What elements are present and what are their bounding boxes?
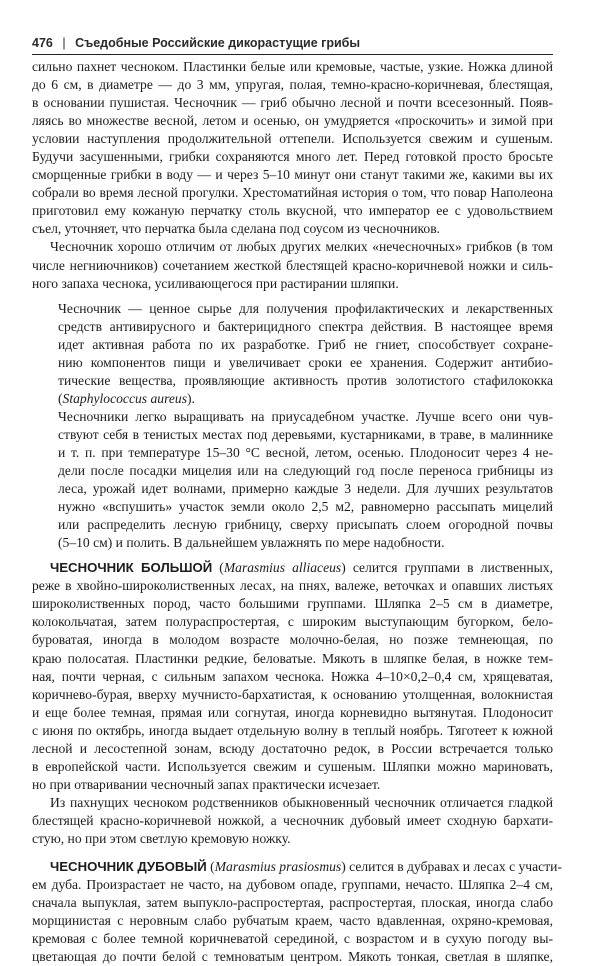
note-line: и т. п. при температуре 15–30 °С весной, летом, осенью. Плодоносит через 4 не- <box>58 444 553 460</box>
text-line: собрали во время лесной прогулки. Хрестоматийная история о том, что повар Наполеона <box>32 185 553 201</box>
text-line: буроватая, иногда в молодом возрасте молочно-белая, но позже темнеющая, по <box>32 632 553 648</box>
latin-name: Marasmius alliaceus <box>223 560 342 576</box>
paragraph-gap <box>32 293 553 300</box>
note-line: (Staphylococcus aureus). <box>58 390 195 406</box>
latin-name: Marasmius prasiosmus <box>214 859 342 875</box>
page-number: 476 <box>32 36 53 50</box>
text-line: Из пахнущих чесноком родственников обыкновенный чесночник отличается гладкой <box>50 794 553 810</box>
text-line: ного запаха чеснока, усиливающегося при растирании шляпки. <box>32 275 399 291</box>
note-line: тические вещества, проявляющие активность против золотистого стафилококка <box>58 372 553 388</box>
body-text <box>32 58 562 966</box>
section-heading-line: ЧЕСНОЧНИК ДУБОВЫЙ (Marasmius prasiosmus) селится в дубравах и лесах с участи- <box>50 859 562 875</box>
text-line: сморщенные грибки в воду — и через 5–10 минут они станут такими же, какими вы их <box>32 167 553 183</box>
text-line: ляясь во множестве весной, летом и осенью, он умудряется «проскочить» и зимой при <box>32 113 553 129</box>
text-line: коричнево-бурая, вверху мучнисто-бархатистая, к основанию утолщенная, волокнистая <box>32 686 553 702</box>
latin-name: Staphylococcus aureus <box>62 390 187 406</box>
note-line: ствуют себя в тенистых местах под деревьями, кустарниками, в траве, в малиннике <box>58 426 553 442</box>
paragraph-gap <box>32 552 553 559</box>
note-line: Чесночники легко выращивать на приусадебном участке. Лучше всего они чув- <box>58 408 553 424</box>
text-line: краю полосатая. Пластинки редкие, беловатые. Мякоть в шляпке белая, в ножке тем- <box>32 650 553 666</box>
running-header <box>32 36 552 50</box>
text-line: ем дуба. Произрастает не часто, на дубовом опаде, группами, нечасто. Шляпка 2–4 см, <box>32 877 553 893</box>
text-line: и еще более темная, прямая или согнутая, иногда корневидно вытянутая. Плодоносит <box>32 704 553 720</box>
note-line: леса, урожай идет волнами, примерно каждые 3 недели. Для лучших результатов <box>58 481 553 497</box>
text-line: кремовая с более темной коричневатой серединой, с возрастом и в сухую погоду вы- <box>32 931 553 947</box>
text-line: приготовил ему кожаную перчатку столь вкусной, что император ее с удовольствием <box>32 203 553 219</box>
text-line: с июня по октябрь, иногда выдает отдельную волну в теплый ноябрь. Тяготеет к южной <box>32 722 553 738</box>
text-line: сначала выпуклая, затем выпукло-распростертая, распростертая, плоская, иногда слабо <box>32 895 553 911</box>
text-line: условии наступления продолжительной оттепели. Используется свежим и сушеным. <box>32 131 553 147</box>
text-line: числе негниючников) сочетанием жесткой блестящей красно-коричневой ножки и силь- <box>32 257 553 273</box>
text-line: стую, но при этом светлую кремовую ножку. <box>32 830 291 846</box>
text-line: морщинистая с неровным слабо рубчатым краем, часто вдавленная, охряно-кремовая, <box>32 913 553 929</box>
note-line: (5–10 см) и полить. В дальнейшем увлажнять по мере надобности. <box>58 535 445 551</box>
text-line: широколиственных пород, часто большими группами. Шляпка 2–5 см в диаметре, <box>32 596 553 612</box>
text-line: в европейской части. Используется свежим и сушеным. Шляпки можно мариновать, <box>32 758 553 774</box>
note-line: идет активная работа по их разработке. Гриб не гниет, способствует сохране- <box>58 336 553 352</box>
text-line: Будучи засушенными, грибки сохраняются много лет. Перед готовкой просто бросьте <box>32 149 553 165</box>
text-line: цветающая до почти белой с темноватым центром. Мякоть тонкая, светлая в шляпке, <box>32 949 553 965</box>
text-line: ная, почти черная, с сильным запахом чеснока. Ножка 4–10×0,2–0,4 см, хрящеватая, <box>32 668 553 684</box>
text-line: до 6 см, в диаметре — до 3 мм, упругая, полая, темно-красно-коричневая, блестящая, <box>32 77 553 93</box>
text-line: реже в хвойно-широколиственных лесах, на пнях, валеже, веточках и опавших листьях <box>32 578 553 594</box>
section-heading-line: ЧЕСНОЧНИК БОЛЬШОЙ (Marasmius alliaceus) селится группами в лиственных, <box>50 560 553 576</box>
text-line: в основании пушистая. Чесночник — гриб обычно лесной и почти всесезонный. Появ- <box>32 95 553 111</box>
species-heading: ЧЕСНОЧНИК ДУБОВЫЙ <box>50 859 207 875</box>
paragraph-gap <box>32 848 553 858</box>
text-line: блестящей красно-коричневой ножкой, а чесночник дубовый имеет сходную бархати- <box>32 812 553 828</box>
species-heading: ЧЕСНОЧНИК БОЛЬШОЙ <box>50 560 213 576</box>
text-line: Чесночник хорошо отличим от любых других мелких «нечесночных» грибков (в том <box>50 239 553 255</box>
text-line: лесной и лесостепной зонам, всюду достаточно редок, в России встречается только <box>32 740 553 756</box>
text-line: сильно пахнет чесноком. Пластинки белые или кремовые, частые, узкие. Ножка длиной <box>32 59 553 74</box>
text-line: съел, уточняет, что перчатка была сделана под соусом из чесночников. <box>32 221 441 237</box>
note-line: нию компонентов пищи и увеличивает сроки ее хранения. Содержит антибио- <box>58 354 553 370</box>
note-line: нужно «вспушить» участок земли около 2,5 м2, равномерно рассыпать мицелий <box>58 499 553 515</box>
text-line: колокольчатая, затем полураспростертая, с широким выступающим бугорком, бело- <box>32 614 553 630</box>
note-line: средств антивирусного и бактерицидного спектра действия. В настоящее время <box>58 318 553 334</box>
book-title: Съедобные Российские дикорастущие грибы <box>75 36 361 50</box>
header-separator: | <box>62 36 66 50</box>
note-line: дели после посадки мицелия или на следующий год после переноса грибницы из <box>58 463 553 479</box>
header-rule <box>32 54 553 55</box>
note-line: Чесночник — ценное сырье для получения профилактических и лекарственных <box>58 300 553 316</box>
note-line: или распределить лесную грибницу, сверху присыпать слоем огородной почвы <box>58 517 553 533</box>
text-line: но при отваривании чесночный запах практически исчезает. <box>32 776 381 792</box>
